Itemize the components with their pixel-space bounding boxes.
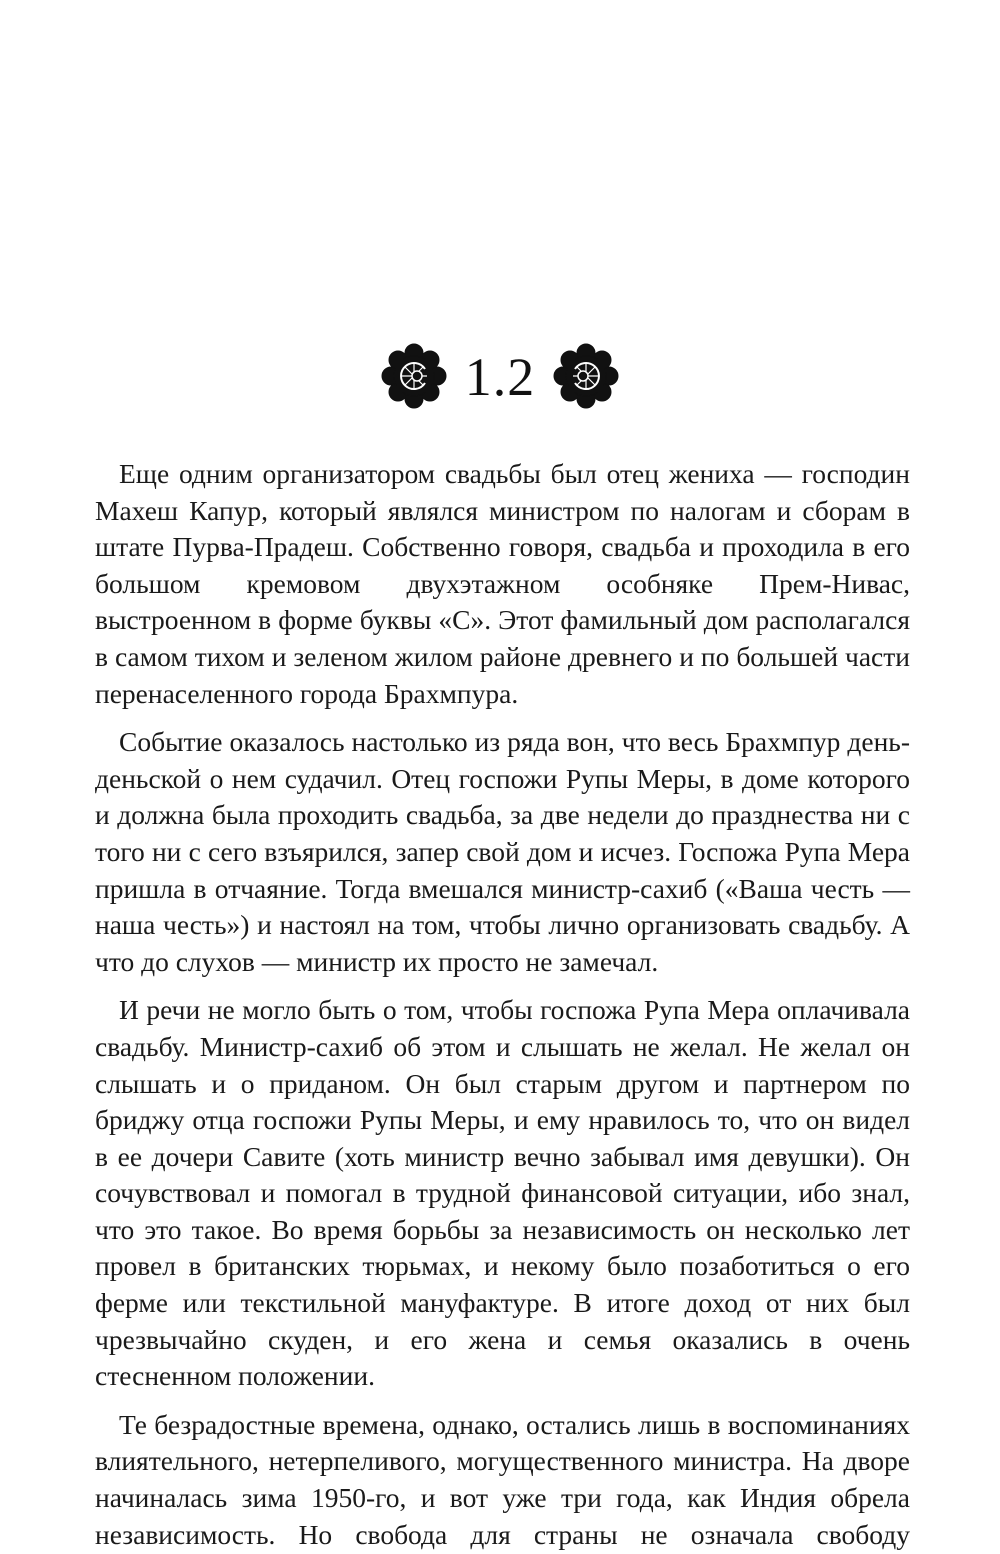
paragraph: Те безрадостные времена, однако, остались лишь в воспоминаниях влиятельного, нетерпеливого, могущественного министра. На дворе начиналась зима 1950-го, и вот уже три года, как Индия обрела независимость. Но свобода для страны не означала свободу (95, 1408, 910, 1550)
paragraph: И речи не могло быть о том, чтобы госпожа Рупа Мера оплачивала свадьбу. Министр-сахиб об этом и слышать не желал. Не желал он слышать и о приданом. Он был старым другом и партнером по бриджу отца госпожи Рупы Меры, и ему нравилось то, что он видел в ее дочери Савите (хоть министр вечно забывал имя девушки). Он сочувствовал и помогал в трудной финансовой ситуации, ибо знал, что это такое. Во время борьбы за независимость он несколько лет провел в британских тюрьмах, и некому было позаботиться о его ферме или текстильной мануфактуре. В итоге доход от них был чрезвычайно скуден, и его жена и семья оказались в очень стесненном положении. (95, 994, 910, 1392)
paragraph: Событие оказалось настолько из ряда вон, что весь Брахмпур день-деньской о нем судачил. Отец госпожи Рупы Меры, в доме которого и должна была проходить свадьба, за две недели до празднества ни с того ни с сего взъярился, запер свой дом и исчез. Госпожа Рупа Мера пришла в отчаяние. Тогда вмешался министр-сахиб («Ваша честь — наша честь») и настоял на том, чтобы лично организовать свадьбу. А что до слухов — министр их просто не замечал. (95, 726, 910, 977)
paragraph: Еще одним организатором свадьбы был отец жениха — господин Махеш Капур, который являлся министром по налогам и сборам в штате Пурва-Прадеш. Собственно говоря, свадьба и проходила в его большом кремовом двухэтажном особняке Прем-Нивас, выстроенном в форме буквы «С». Этот фамильный дом располагался в самом тихом и зеленом жилом районе древнего и по большей части перенаселенного города Брахмпура. (95, 458, 910, 709)
floral-ornament-icon (553, 343, 619, 409)
floral-ornament-icon (381, 343, 447, 409)
body-text (95, 456, 910, 1553)
chapter-heading (0, 336, 1000, 416)
chapter-number: 1.2 (464, 347, 536, 407)
